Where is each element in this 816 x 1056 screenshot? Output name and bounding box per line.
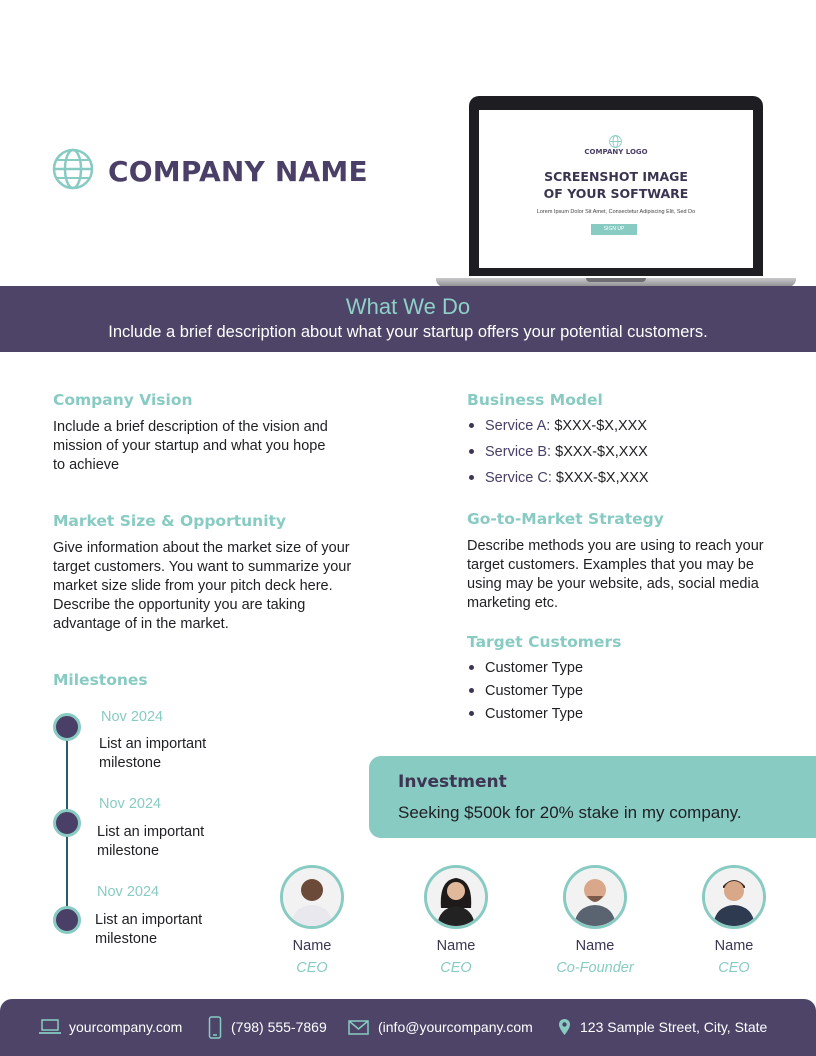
member-role: CEO [440,960,472,976]
company-name: COMPANY NAME [108,155,368,188]
service-name: Service B: [485,444,552,460]
laptop-icon [39,1019,61,1035]
footer [0,999,816,1056]
team-member [252,865,372,976]
member-role: Co-Founder [556,960,634,976]
location-pin-icon [558,1018,571,1036]
member-role: CEO [296,960,328,976]
what-we-do-description: Include a brief description about what your startup offers your potential customers. [108,323,708,341]
customer-item: Customer Type [467,660,583,676]
milestone-text: List an important milestone [99,736,207,771]
go-to-market-text: Describe methods you are using to reach your target customers. Examples that you may be using may be your website, ads, social media marketing etc. [467,538,764,611]
investment-box [369,756,816,838]
milestone-text: List an important milestone [97,824,205,859]
screen-signup-button: SIGN UP [591,224,637,235]
milestone-date: Nov 2024 [101,709,164,725]
member-name: Name [575,938,615,954]
screen-title-line1: SCREENSHOT IMAGE [544,169,688,184]
milestone-date: Nov 2024 [97,884,160,900]
person-avatar-icon [705,868,763,926]
avatar [702,865,766,929]
laptop-lid [469,96,763,276]
member-name: Name [436,938,476,954]
screen-title-line2: OF YOUR SOFTWARE [543,186,689,201]
company-vision-text: Include a brief description of the vision and mission of your startup and what you hope to achieve [53,419,328,473]
avatar [280,865,344,929]
target-customers-heading: Target Customers [467,633,622,651]
screen-title [479,168,753,202]
investment-text: Seeking $500k for 20% stake in my company. [398,803,742,822]
service-price: $XXX-$X,XXX [554,418,647,434]
phone-icon [208,1016,222,1039]
what-we-do-band [0,286,816,352]
company-vision-heading: Company Vision [53,391,193,409]
customers-list [467,660,583,722]
milestones-heading: Milestones [53,671,148,689]
milestone-dot [53,713,81,741]
investment-heading: Investment [398,772,507,792]
team-member [396,865,516,976]
service-item [467,444,649,460]
service-price: $XXX-$X,XXX [555,470,649,486]
milestone-dot [53,809,81,837]
market-size-text: Give information about the market size of your target customers. You want to summarize your market size slide from your pitch deck here. Describe the opportunity you are taking advantage of in the market. [53,540,352,632]
laptop-notch [586,278,646,282]
service-name: Service A: [485,418,551,434]
service-item [467,470,649,486]
laptop-screen [479,110,753,268]
person-avatar-icon [283,868,341,926]
market-size-heading: Market Size & Opportunity [53,512,287,530]
screen-globe-icon [609,135,622,148]
member-name: Name [292,938,332,954]
avatar [424,865,488,929]
person-avatar-icon [427,868,485,926]
avatar [563,865,627,929]
milestone-dot [53,906,81,934]
team-member [674,865,794,976]
service-price: $XXX-$X,XXX [555,444,648,460]
business-model-heading: Business Model [467,391,603,409]
go-to-market-heading: Go-to-Market Strategy [467,510,664,528]
milestone-text: List an important milestone [95,912,203,947]
services-list [467,418,649,486]
email-icon [348,1020,369,1035]
member-name: Name [714,938,754,954]
service-name: Service C: [485,470,552,486]
member-role: CEO [718,960,750,976]
milestone-date: Nov 2024 [99,796,162,812]
what-we-do-title: What We Do [345,294,471,319]
footer-phone[interactable]: (798) 555-7869 [231,1019,327,1035]
footer-address: 123 Sample Street, City, State [580,1019,768,1035]
screen-logo-text: COMPANY LOGO [584,148,648,156]
footer-website-link[interactable]: yourcompany.com [69,1019,183,1035]
service-item [467,418,649,434]
person-avatar-icon [566,868,624,926]
footer-email-link[interactable]: (info@yourcompany.com [378,1019,533,1035]
globe-icon [52,148,94,190]
customer-item: Customer Type [467,706,583,722]
laptop-mockup [436,96,796,292]
customer-item: Customer Type [467,683,583,699]
team-member [535,865,655,976]
screen-subtitle: Lorem Ipsum Dolor Sit Amet, Consectetur Adipiscing Elit, Sed Do [536,209,696,215]
